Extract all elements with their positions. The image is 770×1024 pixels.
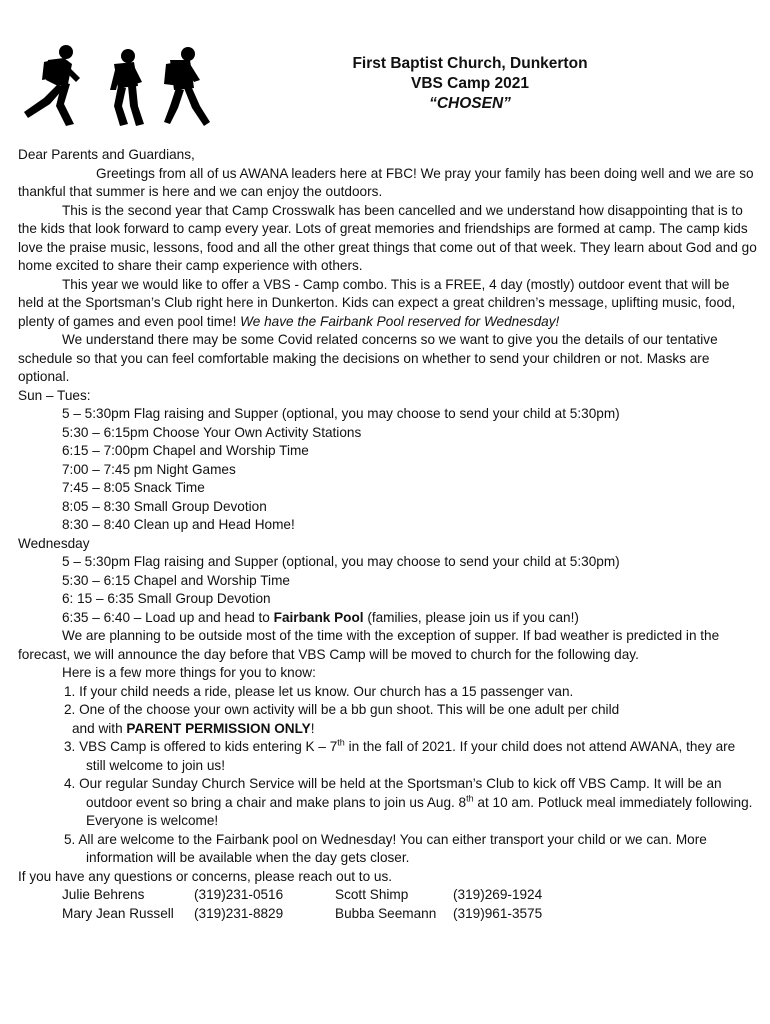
list-item: 2. One of the choose your own activity will be a bb gun shoot. This will be one adult per child: [64, 702, 620, 717]
list-item: 1. If your child needs a ride, please let us know. Our church has a 15 passenger van.: [64, 683, 574, 699]
list-item: 4. Our regular Sunday Church Service will be held at the Sportsman’s Club to kick off VBS Camp. It will be an outdoor event so bring a chair and make plans to join us Aug. 8th at 10 am. Potluck meal immediately following. Everyone is welcome!: [64, 776, 753, 828]
schedule-item: 5:30 – 6:15pm Choose Your Own Activity Stations: [62, 424, 362, 440]
schedule-item: 5:30 – 6:15 Chapel and Worship Time: [62, 572, 290, 588]
greeting-paragraph: Greetings from all of us AWANA leaders here at FBC! We pray your family has been doing well and we are so thankful that summer is here and we can enjoy the outdoors.: [18, 165, 754, 199]
sun-tues-label: Sun – Tues:: [18, 387, 91, 403]
list-item-continuation: and with PARENT PERMISSION ONLY!: [72, 720, 315, 736]
contact-row: [18, 886, 758, 905]
schedule-item: 7:00 – 7:45 pm Night Games: [62, 461, 236, 477]
contact-phone: (319)269-1924: [453, 887, 543, 902]
hiker-2-figure: [110, 49, 144, 126]
hiker-1-figure: [24, 45, 80, 126]
schedule-item: 6:15 – 7:00pm Chapel and Worship Time: [62, 443, 309, 458]
wednesday-schedule: [18, 553, 758, 627]
event-title: VBS Camp 2021: [410, 75, 530, 92]
contact-row: [18, 905, 758, 924]
schedule-item: 6: 15 – 6:35 Small Group Devotion: [62, 591, 271, 606]
covid-paragraph: We understand there may be some Covid related concerns so we want to give you the details of our tentative schedule so that you can feel comfortable making the decisions on whether to send your children or not. Masks are optional.: [18, 332, 718, 384]
contact-phone: (319)231-8829: [194, 905, 284, 921]
schedule-item: 5 – 5:30pm Flag raising and Supper (optional, you may choose to send your child at 5:30pm): [62, 406, 620, 421]
info-list: [18, 683, 758, 868]
vbs-combo-paragraph: This year we would like to offer a VBS - Camp combo. This is a FREE, 4 day (mostly) outdoor event that will be held at the Sportsman’s Club right here in Dunkerton. Kids can expect a great children’s message, uplifting music, food, plenty of games and even pool time! We have the Fairbank Pool reserved for Wednesday!: [18, 276, 736, 329]
weather-paragraph: We are planning to be outside most of the time with the exception of supper. If bad weather is predicted in the forecast, we will announce the day before that VBS Camp will be moved to church for the following day.: [18, 628, 720, 662]
event-theme: “CHOSEN”: [429, 95, 511, 112]
letter-body: [18, 146, 758, 923]
contact-name: Mary Jean Russell: [62, 905, 174, 921]
wednesday-label: Wednesday: [18, 535, 90, 551]
contact-name: Bubba Seemann: [335, 905, 437, 921]
church-name: First Baptist Church, Dunkerton: [352, 55, 588, 72]
closing-line: If you have any questions or concerns, please reach out to us.: [18, 868, 393, 884]
schedule-item: 7:45 – 8:05 Snack Time: [62, 480, 205, 495]
schedule-item: 8:30 – 8:40 Clean up and Head Home!: [62, 517, 295, 532]
schedule-item: 8:05 – 8:30 Small Group Devotion: [62, 498, 267, 514]
contact-name: Julie Behrens: [62, 887, 145, 902]
contact-name: Scott Shimp: [335, 887, 409, 902]
schedule-item: 5 – 5:30pm Flag raising and Supper (optional, you may choose to send your child at 5:30pm): [62, 554, 620, 569]
document-header: [310, 54, 630, 114]
schedule-item-pool: 6:35 – 6:40 – Load up and head to Fairbank Pool (families, please join us if you can!): [62, 609, 579, 625]
salutation: Dear Parents and Guardians,: [18, 147, 195, 162]
know-intro: Here is a few more things for you to know:: [62, 665, 316, 680]
sun-tues-schedule: [18, 405, 758, 535]
list-item: 3. VBS Camp is offered to kids entering K – 7th in the fall of 2021. If your child does not attend AWANA, they are still welcome to join us!: [64, 737, 736, 773]
pool-reserved-note: We have the Fairbank Pool reserved for Wednesday!: [240, 313, 560, 329]
camp-cancelled-paragraph: This is the second year that Camp Crosswalk has been cancelled and we understand how disappointing that is to the kids that look forward to camp every year. Lots of great memories and friendships are formed at camp. The camp kids love the praise music, lessons, food and all the other great things that come out of that week. They learn about God and go home excited to share their camp experience with others.: [18, 202, 757, 273]
contacts-list: [18, 886, 758, 923]
contact-phone: (319)961-3575: [453, 905, 543, 921]
list-item: 5. All are welcome to the Fairbank pool on Wednesday! You can either transport your child or we can. More information will be available when the day gets closer.: [64, 831, 707, 865]
hikers-silhouette-logo: [18, 42, 218, 128]
contact-phone: (319)231-0516: [194, 887, 284, 902]
hiker-3-figure: [164, 47, 210, 126]
